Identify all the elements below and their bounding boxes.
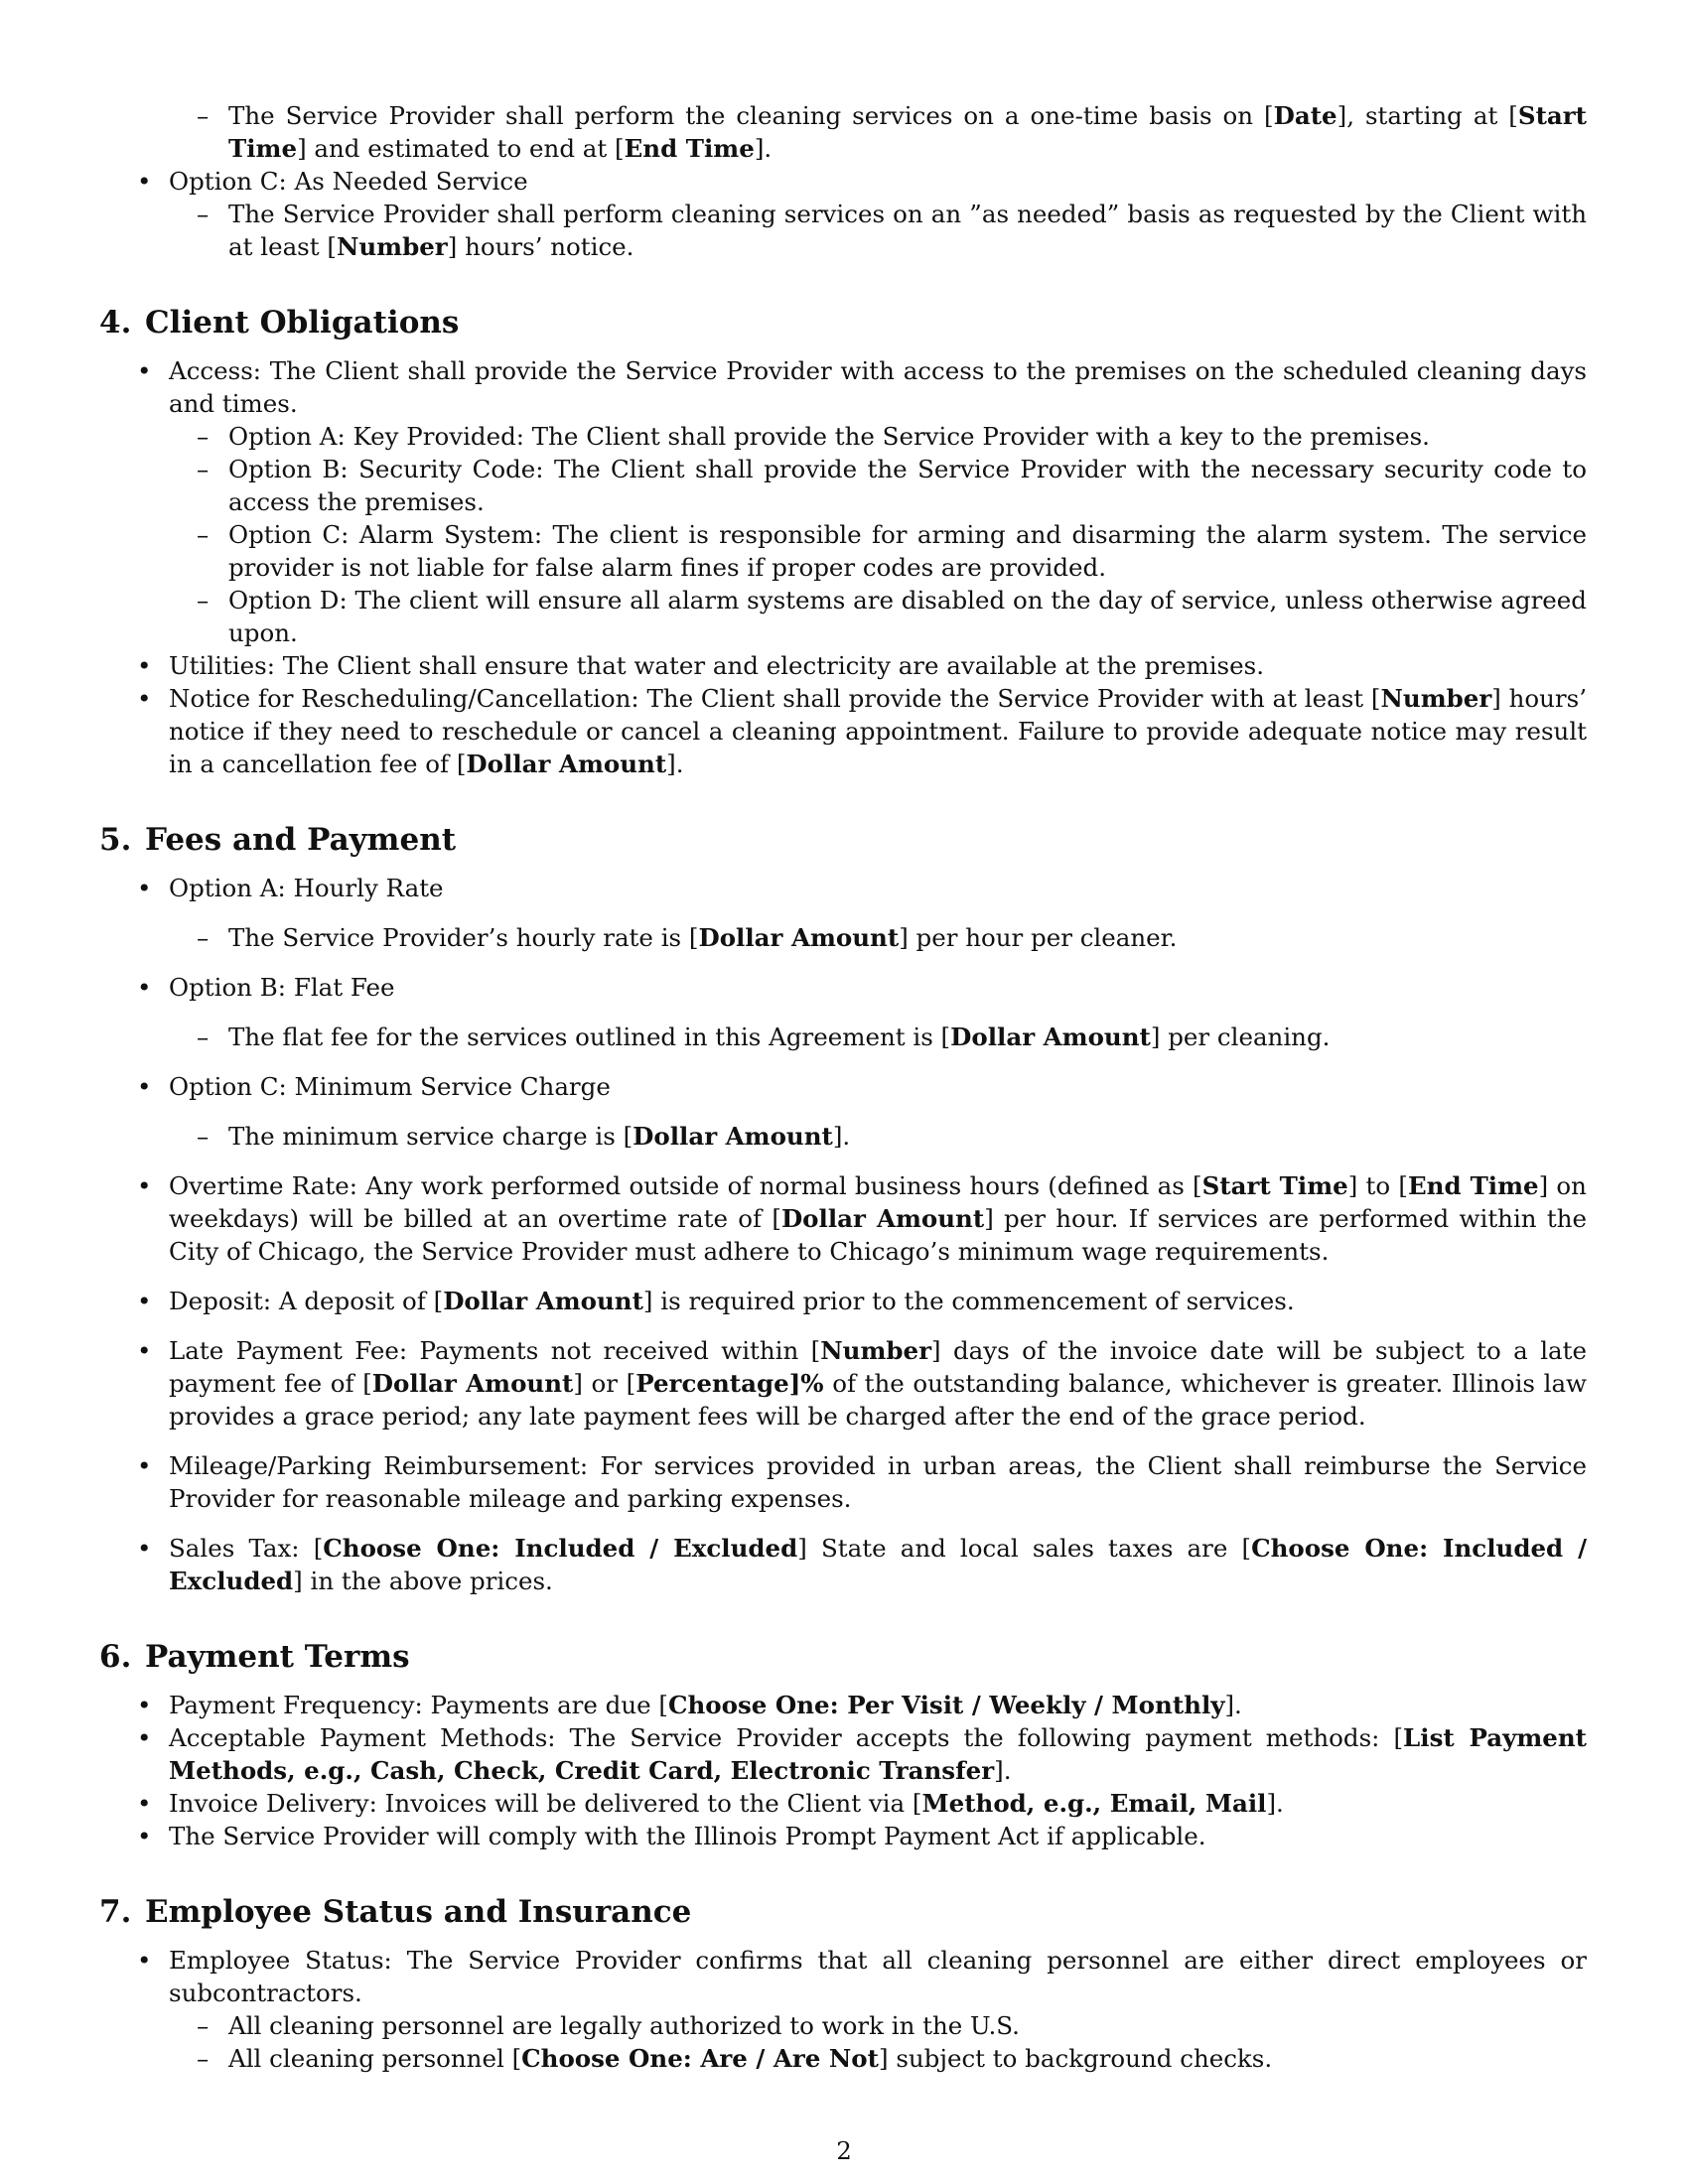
list-item: • Sales Tax: [Choose One: Included / Excluded] State and local sales taxes are [Choose One: Included / Excluded] in the above prices.: [99, 1532, 1587, 1597]
list-item: • Notice for Rescheduling/Cancellation: The Client shall provide the Service Provider with at least [Number] hours’ notice if they need to reschedule or cancel a cleaning appointment. Failure to provide adequate notice may result in a cancellation fee of [Dollar Amount].: [99, 682, 1587, 780]
list-subitem: – The Service Provider’s hourly rate is [Dollar Amount] per hour per cleaner.: [99, 921, 1587, 954]
list-subitem: – Option D: The client will ensure all alarm systems are disabled on the day of service, unless otherwise agreed upon.: [99, 584, 1587, 649]
list-item: • Overtime Rate: Any work performed outside of normal business hours (defined as [Start Time] to [End Time] on weekdays) will be billed at an overtime rate of [Dollar Amount] per hour. If services are performed within the City of Chicago, the Service Provider must adhere to Chicago’s minimum wage requirements.: [99, 1169, 1587, 1268]
list-subitem: – The Service Provider shall perform cleaning services on an ”as needed” basis as requested by the Client with at least [Number] hours’ notice.: [99, 198, 1587, 263]
list-item: • Payment Frequency: Payments are due [Choose One: Per Visit / Weekly / Monthly].: [99, 1689, 1587, 1721]
list-item: • Invoice Delivery: Invoices will be delivered to the Client via [Method, e.g., Email, Mail].: [99, 1787, 1587, 1820]
list-item: • Acceptable Payment Methods: The Service Provider accepts the following payment methods: [List Payment Methods, e.g., Cash, Check, Credit Card, Electronic Transfer].: [99, 1721, 1587, 1787]
list-subitem: – The flat fee for the services outlined in this Agreement is [Dollar Amount] per cleaning.: [99, 1021, 1587, 1053]
list-subitem: – Option B: Security Code: The Client shall provide the Service Provider with the necessary security code to access the premises.: [99, 453, 1587, 518]
list-item: • Late Payment Fee: Payments not received within [Number] days of the invoice date will be subject to a late payment fee of [Dollar Amount] or [Percentage]% of the outstanding balance, whichever is greater. Illinois law provides a grace period; any late payment fees will be charged after the end of the grace period.: [99, 1334, 1587, 1433]
section-heading: 5. Fees and Payment: [99, 822, 457, 858]
list-item: • Mileage/Parking Reimbursement: For services provided in urban areas, the Client shall reimburse the Service Provider for reasonable mileage and parking expenses.: [99, 1449, 1587, 1515]
list-item: • The Service Provider will comply with the Illinois Prompt Payment Act if applicable.: [99, 1820, 1587, 1852]
list-subitem: – The Service Provider shall perform the cleaning services on a one-time basis on [Date], starting at [Start Time] and estimated to end at [End Time].: [99, 99, 1587, 165]
list-subitem: – All cleaning personnel [Choose One: Are / Are Not] subject to background checks.: [99, 2042, 1587, 2075]
list-subitem: – The minimum service charge is [Dollar Amount].: [99, 1120, 1587, 1153]
list-item: • Option C: As Needed Service: [99, 165, 1587, 198]
list-subitem: – Option C: Alarm System: The client is responsible for arming and disarming the alarm system. The service provider is not liable for false alarm fines if proper codes are provided.: [99, 518, 1587, 584]
document-page: [99, 99, 1587, 2075]
list-subitem: – Option A: Key Provided: The Client shall provide the Service Provider with a key to the premises.: [99, 420, 1587, 453]
list-item: • Access: The Client shall provide the Service Provider with access to the premises on the scheduled cleaning days and times.: [99, 354, 1587, 420]
page-number: 2: [836, 2136, 852, 2165]
list-subitem: – All cleaning personnel are legally authorized to work in the U.S.: [99, 2009, 1587, 2042]
list-item: • Utilities: The Client shall ensure that water and electricity are available at the premises.: [99, 649, 1587, 682]
list-item: • Employee Status: The Service Provider confirms that all cleaning personnel are either direct employees or subcontractors.: [99, 1944, 1587, 2009]
section-heading: 7. Employee Status and Insurance: [99, 1894, 692, 1930]
list-item: • Option B: Flat Fee: [99, 971, 1587, 1004]
section-heading: 6. Payment Terms: [99, 1639, 410, 1675]
list-item: • Option A: Hourly Rate: [99, 872, 1587, 904]
list-item: • Deposit: A deposit of [Dollar Amount] is required prior to the commencement of services.: [99, 1285, 1587, 1317]
list-item: • Option C: Minimum Service Charge: [99, 1070, 1587, 1103]
section-heading: 4. Client Obligations: [99, 305, 460, 341]
